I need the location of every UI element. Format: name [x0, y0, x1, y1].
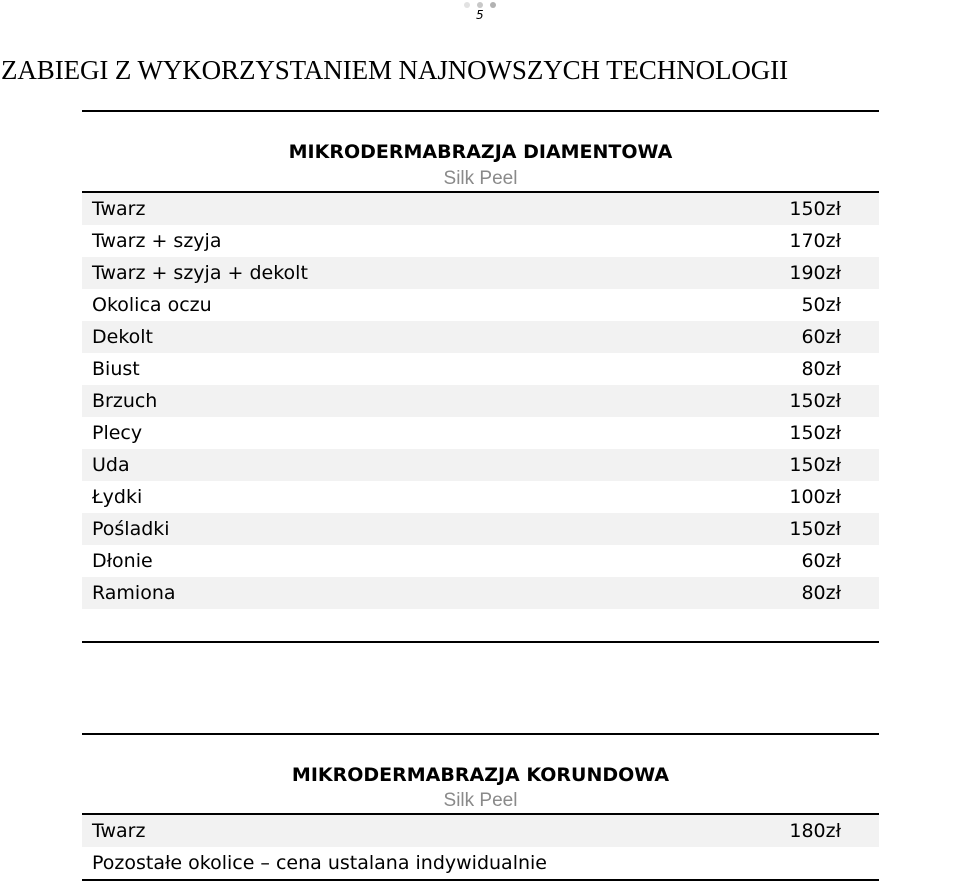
section-heading-korundowa: MIKRODERMABRAZJA KORUNDOWA — [291, 764, 670, 786]
price-row — [82, 513, 879, 545]
section-divider — [82, 110, 879, 112]
treatment-price: 170zł — [789, 230, 841, 252]
treatment-price: 80zł — [801, 358, 841, 380]
treatment-name: Twarz — [92, 820, 146, 842]
treatment-name: Łydki — [92, 486, 143, 508]
price-row — [82, 321, 879, 353]
section-heading-diamentowa: MIKRODERMABRAZJA DIAMENTOWA — [288, 141, 673, 163]
section-subheading-korundowa: Silk Peel — [443, 790, 518, 811]
treatment-name: Dekolt — [92, 326, 153, 348]
page-dot — [490, 2, 496, 8]
treatment-name: Uda — [92, 454, 130, 476]
price-row — [82, 449, 879, 481]
price-list-korundowa — [82, 815, 879, 879]
treatment-price: 190zł — [789, 262, 841, 284]
price-row — [82, 481, 879, 513]
treatment-price: 150zł — [789, 454, 841, 476]
page-dot — [464, 2, 470, 8]
treatment-price: 60zł — [801, 326, 841, 348]
treatment-name: Twarz + szyja + dekolt — [92, 262, 308, 284]
price-row — [82, 815, 879, 847]
treatment-name: Biust — [92, 358, 140, 380]
section-subheading-diamentowa: Silk Peel — [443, 168, 518, 189]
treatment-price: 150zł — [789, 422, 841, 444]
page-number: 5 — [476, 8, 484, 22]
treatment-name: Twarz + szyja — [92, 230, 222, 252]
price-row — [82, 545, 879, 577]
price-row — [82, 193, 879, 225]
treatment-price: 100zł — [789, 486, 841, 508]
treatment-name: Pośladki — [92, 518, 170, 540]
section-divider — [82, 641, 879, 643]
treatment-price: 50zł — [801, 294, 841, 316]
treatment-price: 80zł — [801, 582, 841, 604]
treatment-name: Pozostałe okolice – cena ustalana indywidualnie — [92, 852, 547, 874]
treatment-name: Dłonie — [92, 550, 153, 572]
treatment-name: Ramiona — [92, 582, 176, 604]
section-divider — [82, 879, 879, 881]
price-row — [82, 289, 879, 321]
price-row — [82, 225, 879, 257]
price-row — [82, 577, 879, 609]
price-list-diamentowa — [82, 193, 879, 609]
price-row — [82, 257, 879, 289]
treatment-name: Twarz — [92, 198, 146, 220]
price-row — [82, 353, 879, 385]
treatment-price: 150zł — [789, 390, 841, 412]
price-row — [82, 385, 879, 417]
treatment-name: Plecy — [92, 422, 143, 444]
treatment-price: 150zł — [789, 198, 841, 220]
treatment-name: Brzuch — [92, 390, 158, 412]
treatment-price: 180zł — [789, 820, 841, 842]
treatment-price: 60zł — [801, 550, 841, 572]
page-title: ZABIEGI Z WYKORZYSTANIEM NAJNOWSZYCH TECHNOLOGII — [1, 55, 788, 85]
treatment-price: 150zł — [789, 518, 841, 540]
price-row — [82, 847, 879, 879]
page-indicator — [463, 0, 499, 28]
price-row — [82, 417, 879, 449]
section-divider — [82, 733, 879, 735]
treatment-name: Okolica oczu — [92, 294, 212, 316]
